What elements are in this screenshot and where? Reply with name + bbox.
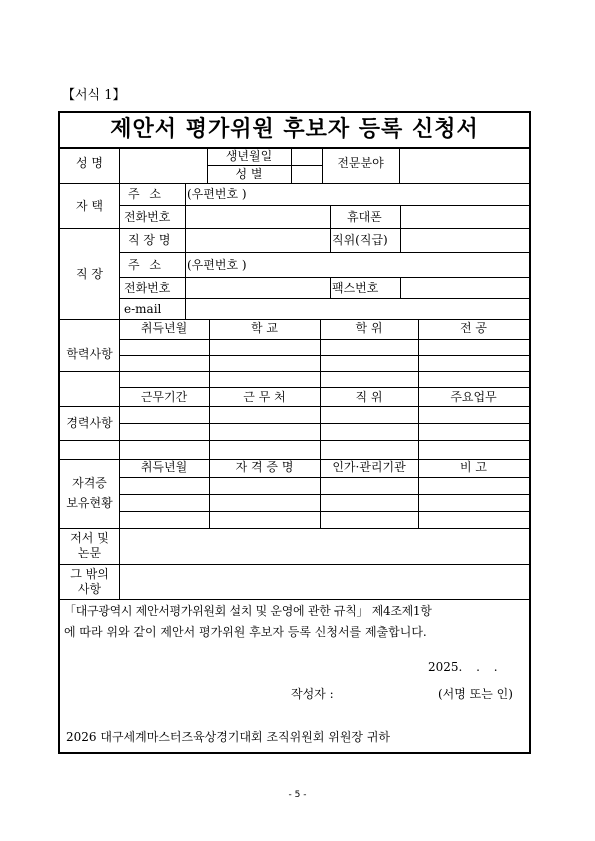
- row-divider: [119, 355, 529, 356]
- column-divider: [291, 147, 292, 183]
- row-divider: [207, 165, 322, 166]
- row-divider: [60, 599, 529, 600]
- license-header: 취득년월: [140, 460, 188, 474]
- fax-label: 팩스번호: [332, 281, 379, 295]
- column-divider: [399, 147, 400, 183]
- work-address-label: 주 소: [128, 258, 164, 272]
- statement-line: 에 따라 위와 같이 제안서 평가위원 후보자 등록 신청서를 제출합니다.: [64, 625, 427, 639]
- career-header: 주요업무: [450, 390, 497, 404]
- author-label: 작성자 :: [291, 687, 334, 701]
- license-section-label: 자격증: [72, 476, 107, 490]
- column-divider: [418, 319, 419, 528]
- row-divider: [60, 440, 529, 441]
- column-divider: [185, 252, 186, 277]
- mobile-label: 휴대폰: [347, 210, 382, 224]
- home-address-label: 주 소: [128, 187, 164, 201]
- statement: [64, 601, 526, 643]
- row-divider: [119, 511, 529, 512]
- name-label: 성 명: [76, 156, 103, 170]
- education-header: 취득년월: [140, 321, 188, 335]
- home-section-label: 자 택: [76, 199, 103, 213]
- row-divider: [119, 277, 529, 278]
- date-field: 2025. . .: [428, 660, 498, 674]
- column-divider: [185, 205, 186, 228]
- column-divider: [330, 228, 331, 252]
- recipient: 2026 대구세계마스터즈육상경기대회 조직위원회 위원장 귀하: [66, 730, 391, 744]
- row-divider: [60, 371, 529, 372]
- form-number-label: 【서식 1】: [62, 88, 126, 103]
- signature-label: (서명 또는 인): [438, 687, 513, 701]
- position-label: 직위(직급): [332, 233, 388, 247]
- work-phone-label: 전화번호: [124, 281, 171, 295]
- column-divider: [209, 319, 210, 528]
- page-number: - 5 -: [288, 790, 307, 800]
- column-divider: [400, 205, 401, 228]
- work-section-label: 직 장: [76, 267, 103, 281]
- column-divider: [119, 147, 120, 599]
- license-header: 비 고: [460, 460, 487, 474]
- row-divider: [60, 564, 529, 565]
- column-divider: [400, 277, 401, 298]
- career-section-label: 경력사항: [66, 416, 113, 430]
- workplace-label: 직 장 명: [128, 233, 171, 247]
- row-divider: [119, 252, 529, 253]
- specialty-label: 전문분야: [337, 156, 384, 170]
- row-divider: [119, 494, 529, 495]
- column-divider: [185, 183, 186, 205]
- gender-label: 성 별: [235, 167, 263, 181]
- education-header: 전 공: [460, 321, 487, 335]
- home-postal-code: (우편번호 ): [187, 187, 247, 201]
- row-divider: [60, 319, 529, 320]
- row-divider: [60, 183, 529, 184]
- row-divider: [119, 477, 529, 478]
- row-divider: [119, 298, 529, 299]
- application-form: [58, 111, 531, 754]
- work-postal-code: (우편번호 ): [187, 258, 247, 272]
- column-divider: [185, 277, 186, 319]
- education-header: 학 교: [251, 321, 278, 335]
- other-label: 그 밖의: [70, 567, 109, 581]
- books-label: 저서 및: [70, 531, 109, 545]
- birth-label: 생년월일: [225, 149, 273, 163]
- row-divider: [60, 228, 529, 229]
- career-header: 근무기간: [140, 390, 188, 404]
- row-divider: [119, 423, 529, 424]
- career-header: 직 위: [355, 390, 383, 404]
- license-header: 자 격 증 명: [235, 460, 294, 474]
- statement-line: 「대구광역시 제안서평가위원회 설치 및 운영에 관한 규칙」 제4조제1항: [64, 604, 432, 618]
- home-phone-label: 전화번호: [124, 210, 171, 224]
- books-label: 논문: [77, 546, 102, 560]
- license-section-label: 보유현황: [66, 496, 113, 510]
- education-header: 학 위: [355, 321, 383, 335]
- career-header: 근 무 처: [243, 390, 286, 404]
- row-divider: [119, 205, 529, 206]
- email-label: e-mail: [124, 302, 162, 316]
- education-section-label: 학력사항: [66, 347, 113, 361]
- column-divider: [185, 228, 186, 252]
- row-divider: [60, 528, 529, 529]
- column-divider: [400, 228, 401, 252]
- form-title: 제안서 평가위원 후보자 등록 신청서: [60, 113, 529, 149]
- column-divider: [320, 319, 321, 528]
- license-header: 인가·관리기관: [332, 460, 406, 474]
- row-divider: [119, 387, 529, 388]
- column-divider: [330, 277, 331, 298]
- other-label: 사항: [77, 582, 102, 596]
- row-divider: [60, 406, 529, 407]
- column-divider: [330, 205, 331, 228]
- row-divider: [119, 339, 529, 340]
